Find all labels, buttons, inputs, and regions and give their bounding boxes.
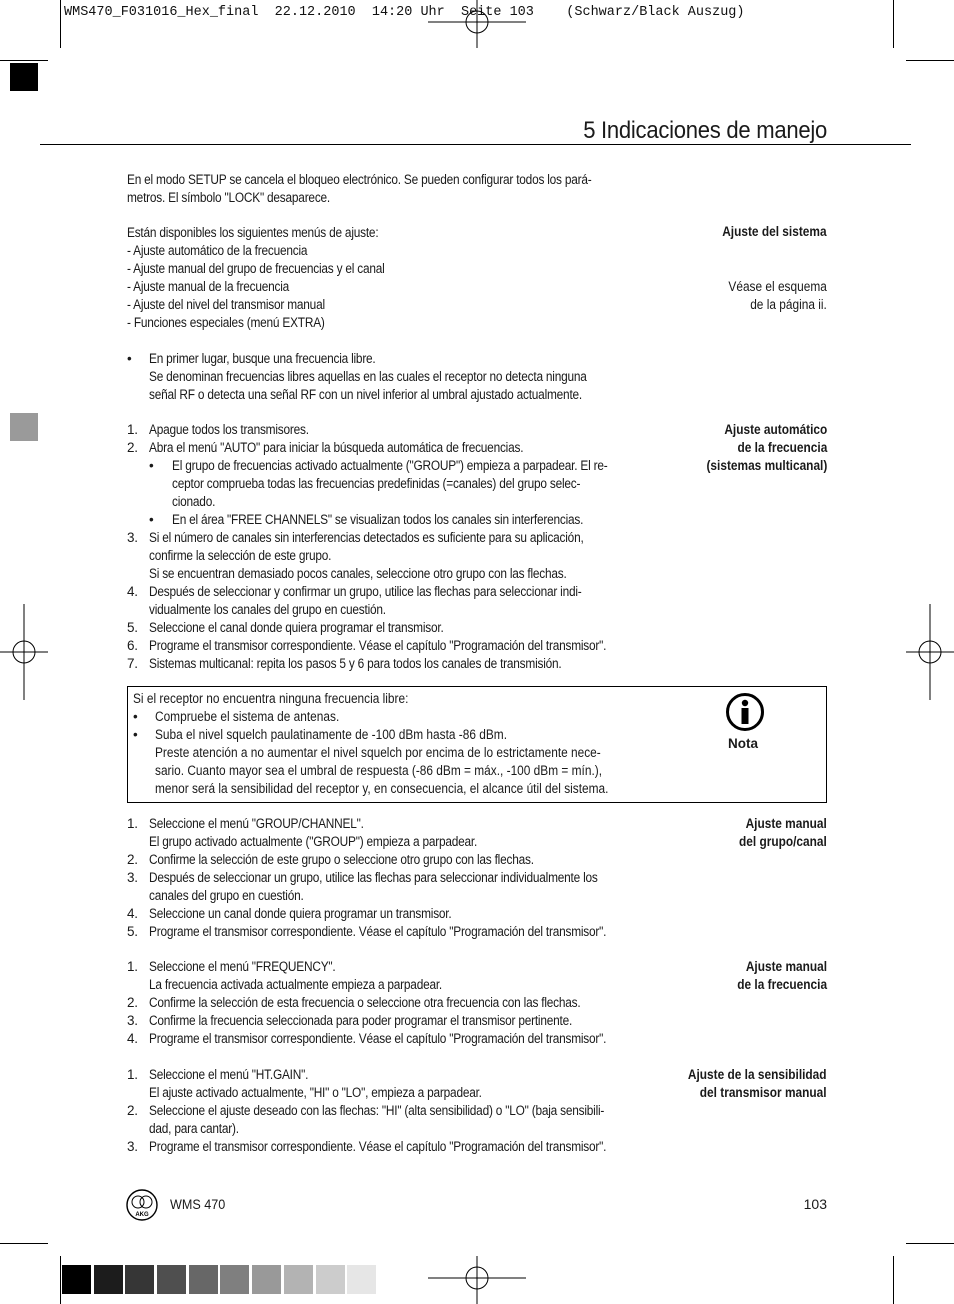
sidebar-heading-text: del transmisor manual bbox=[700, 1085, 827, 1100]
step-number: 5. bbox=[127, 924, 138, 939]
step-text: Confirme la selección de esta frecuencia o seleccione otra frecuencia con las flechas. bbox=[149, 995, 581, 1010]
sidebar-heading-gain bbox=[669, 1066, 827, 1102]
step-text: Si se encuentran demasiado pocos canales, seleccione otro grupo con las flechas. bbox=[149, 566, 567, 581]
sidebar-heading-text: Ajuste manual bbox=[745, 959, 827, 974]
step-text: Si el número de canales sin interferencias detectados es suficiente para su aplicación, bbox=[149, 530, 584, 545]
step-number: 1. bbox=[127, 1067, 138, 1082]
sidebar-heading-text: (sistemas multicanal) bbox=[706, 458, 827, 473]
step-text: Programe el transmisor correspondiente. Véase el capítulo "Programación del transmisor". bbox=[149, 638, 607, 653]
color-swatch bbox=[157, 1265, 186, 1294]
step-number: 4. bbox=[127, 1031, 138, 1046]
crop-mark-br-h bbox=[906, 1243, 954, 1244]
list-item: - Funciones especiales (menú EXTRA) bbox=[127, 315, 325, 330]
step-number: 1. bbox=[127, 959, 138, 974]
step-text: El grupo activado actualmente ("GROUP") empieza a parpadear. bbox=[149, 834, 478, 849]
step-text: Apague todos los transmisores. bbox=[149, 422, 309, 437]
step-text: Seleccione el menú "HT.GAIN". bbox=[149, 1067, 309, 1082]
color-swatch bbox=[347, 1265, 376, 1294]
step-text: Programe el transmisor correspondiente. Véase el capítulo "Programación del transmisor". bbox=[149, 1139, 607, 1154]
sidebar-heading-group bbox=[727, 815, 827, 851]
step-text: Programe el transmisor correspondiente. Véase el capítulo "Programación del transmisor". bbox=[149, 924, 607, 939]
bullet-marker: • bbox=[127, 351, 132, 366]
sidebar-heading-text: Ajuste manual bbox=[745, 816, 827, 831]
crop-mark-bl-v bbox=[60, 1256, 61, 1304]
bullet-marker: • bbox=[133, 727, 138, 742]
step-text: Seleccione un canal donde quiera programar un transmisor. bbox=[149, 906, 452, 921]
sidebar-heading-text: Ajuste del sistema bbox=[722, 224, 827, 239]
step-number: 3. bbox=[127, 530, 138, 545]
registration-mark-left bbox=[0, 604, 48, 700]
note-label: Nota bbox=[728, 736, 758, 751]
color-swatch bbox=[252, 1265, 281, 1294]
page-number: 103 bbox=[803, 1196, 827, 1212]
bullet-line: En primer lugar, busque una frecuencia libre. bbox=[149, 351, 376, 366]
list-item: - Ajuste manual de la frecuencia bbox=[127, 279, 290, 294]
step-number: 3. bbox=[127, 870, 138, 885]
color-swatch bbox=[94, 1265, 123, 1294]
free-frequency-bullet bbox=[127, 350, 637, 404]
note-box bbox=[127, 686, 827, 803]
sidebar-heading-text: del grupo/canal bbox=[739, 834, 827, 849]
intro-paragraph bbox=[127, 171, 637, 207]
bullet-line: Suba el nivel squelch paulatinamente de -100 dBm hasta -86 dBm. bbox=[155, 727, 507, 742]
bullet-line: sario. Cuanto mayor sea el umbral de respuesta (-86 dBm = máx., -100 dBm = mín.), bbox=[155, 763, 603, 778]
step-number: 4. bbox=[127, 584, 138, 599]
crop-mark-tr-v bbox=[893, 0, 894, 48]
step-text: canales del grupo en cuestión. bbox=[149, 888, 304, 903]
gray-tab-marker bbox=[10, 413, 38, 441]
step-text: Seleccione el ajuste deseado con las flechas: "HI" (alta sensibilidad) o "LO" (baja sensibili- bbox=[149, 1103, 605, 1118]
step-text: Abra el menú "AUTO" para iniciar la búsqueda automática de frecuencias. bbox=[149, 440, 524, 455]
sub-bullet-line: El grupo de frecuencias activado actualmente ("GROUP") empieza a parpadear. El re- bbox=[172, 458, 608, 473]
menus-lead: Están disponibles los siguientes menús de ajuste: bbox=[127, 225, 379, 240]
step-text: Seleccione el menú "GROUP/CHANNEL". bbox=[149, 816, 364, 831]
sidebar-heading-text: de la frecuencia bbox=[737, 977, 827, 992]
sidebar-heading-text: Ajuste automático bbox=[724, 422, 827, 437]
sidebar-heading-text: Ajuste de la sensibilidad bbox=[688, 1067, 827, 1082]
step-number: 5. bbox=[127, 620, 138, 635]
step-text: Confirme la selección de este grupo o seleccione otro grupo con las flechas. bbox=[149, 852, 534, 867]
step-text: El ajuste activado actualmente, "HI" o "LO", empieza a parpadear. bbox=[149, 1085, 482, 1100]
bullet-marker: • bbox=[133, 709, 138, 724]
step-number: 2. bbox=[127, 995, 138, 1010]
registration-mark-top bbox=[428, 0, 526, 48]
step-number: 3. bbox=[127, 1013, 138, 1028]
crop-mark-tr-h bbox=[906, 60, 954, 61]
step-number: 4. bbox=[127, 906, 138, 921]
step-number: 2. bbox=[127, 440, 138, 455]
bullet-line: señal RF o detecta una señal RF con un nivel inferior al umbral ajustado actualmente. bbox=[149, 387, 583, 402]
step-text: Programe el transmisor correspondiente. Véase el capítulo "Programación del transmisor". bbox=[149, 1031, 607, 1046]
sidebar-heading-freq bbox=[725, 958, 827, 994]
auto-steps-list bbox=[127, 421, 637, 673]
step-number: 2. bbox=[127, 852, 138, 867]
sidebar-heading-system bbox=[708, 223, 827, 241]
sub-bullet-line: cionado. bbox=[172, 494, 216, 509]
step-text: dad, para cantar). bbox=[149, 1121, 239, 1136]
list-item: - Ajuste automático de la frecuencia bbox=[127, 243, 308, 258]
step-text: Confirme la frecuencia seleccionada para poder programar el transmisor pertinente. bbox=[149, 1013, 573, 1028]
sidebar-text: Véase el esquema bbox=[728, 279, 827, 294]
sub-bullet-line: ceptor comprueba todas las frecuencias predefinidas (=canales) del grupo selec- bbox=[172, 476, 581, 491]
note-lead: Si el receptor no encuentra ninguna frecuencia libre: bbox=[133, 691, 409, 706]
print-slug: WMS470_F031016_Hex_final 22.12.2010 14:20 Uhr Seite 103 (Schwarz/Black Auszug) bbox=[64, 5, 745, 20]
bullet-line: menor será la sensibilidad del receptor y, en consecuencia, el alcance útil del sistema. bbox=[155, 781, 609, 796]
step-number: 3. bbox=[127, 1139, 138, 1154]
color-swatch bbox=[316, 1265, 345, 1294]
bullet-line: Se denominan frecuencias libres aquellas en las cuales el receptor no detecta ninguna bbox=[149, 369, 587, 384]
step-number: 6. bbox=[127, 638, 138, 653]
info-icon bbox=[725, 692, 765, 732]
list-item: - Ajuste manual del grupo de frecuencias y el canal bbox=[127, 261, 385, 276]
color-swatch bbox=[125, 1265, 154, 1294]
footer-model: WMS 470 bbox=[170, 1196, 226, 1212]
crop-mark-tl-h bbox=[0, 60, 48, 61]
menus-list bbox=[127, 224, 637, 332]
crop-mark-bl-h bbox=[0, 1243, 48, 1244]
registration-mark-right bbox=[906, 604, 954, 700]
sidebar-heading-text: de la frecuencia bbox=[737, 440, 827, 455]
logo-text: AKG bbox=[135, 1212, 149, 1218]
color-swatch bbox=[62, 1265, 91, 1294]
step-text: Después de seleccionar un grupo, utilice las flechas para seleccionar individualmente los bbox=[149, 870, 598, 885]
sub-bullet: • bbox=[149, 458, 154, 473]
step-number: 2. bbox=[127, 1103, 138, 1118]
akg-logo-icon bbox=[126, 1189, 158, 1221]
color-swatch bbox=[220, 1265, 249, 1294]
gain-steps-list bbox=[127, 1066, 637, 1156]
step-text: vidualmente los canales del grupo en cuestión. bbox=[149, 602, 386, 617]
step-text: Seleccione el canal donde quiera programar el transmisor. bbox=[149, 620, 444, 635]
black-tab-marker bbox=[10, 63, 38, 91]
title-rule bbox=[40, 144, 911, 145]
step-text: La frecuencia activada actualmente empieza a parpadear. bbox=[149, 977, 443, 992]
registration-mark-bottom bbox=[428, 1256, 526, 1304]
step-text: Sistemas multicanal: repita los pasos 5 y 6 para todos los canales de transmisión. bbox=[149, 656, 562, 671]
sidebar-text: de la página ii. bbox=[750, 297, 827, 312]
group-steps-list bbox=[127, 815, 637, 941]
list-item: - Ajuste del nivel del transmisor manual bbox=[127, 297, 325, 312]
intro-line: metros. El símbolo "LOCK" desaparece. bbox=[127, 190, 331, 205]
step-text: Seleccione el menú "FREQUENCY". bbox=[149, 959, 336, 974]
sidebar-see-scheme bbox=[715, 278, 827, 314]
crop-mark-tl-v bbox=[60, 0, 61, 48]
color-swatch bbox=[189, 1265, 218, 1294]
color-swatch-strip bbox=[62, 1265, 379, 1294]
step-text: Después de seleccionar y confirmar un grupo, utilice las flechas para seleccionar indi- bbox=[149, 584, 582, 599]
color-swatch bbox=[284, 1265, 313, 1294]
crop-mark-br-v bbox=[893, 1256, 894, 1304]
bullet-line: Compruebe el sistema de antenas. bbox=[155, 709, 340, 724]
note-text bbox=[133, 690, 643, 798]
step-number: 1. bbox=[127, 422, 138, 437]
sidebar-heading-auto bbox=[690, 421, 827, 475]
page-title: 5 Indicaciones de manejo bbox=[583, 117, 827, 144]
step-number: 7. bbox=[127, 656, 138, 671]
sub-bullet-line: En el área "FREE CHANNELS" se visualizan todos los canales sin interferencias. bbox=[172, 512, 584, 527]
step-text: confirme la selección de este grupo. bbox=[149, 548, 332, 563]
intro-line: En el modo SETUP se cancela el bloqueo electrónico. Se pueden configurar todos los pará- bbox=[127, 172, 592, 187]
step-number: 1. bbox=[127, 816, 138, 831]
sub-bullet: • bbox=[149, 512, 154, 527]
bullet-line: Preste atención a no aumentar el nivel squelch por encima de lo estrictamente nece- bbox=[155, 745, 601, 760]
frequency-steps-list bbox=[127, 958, 637, 1048]
